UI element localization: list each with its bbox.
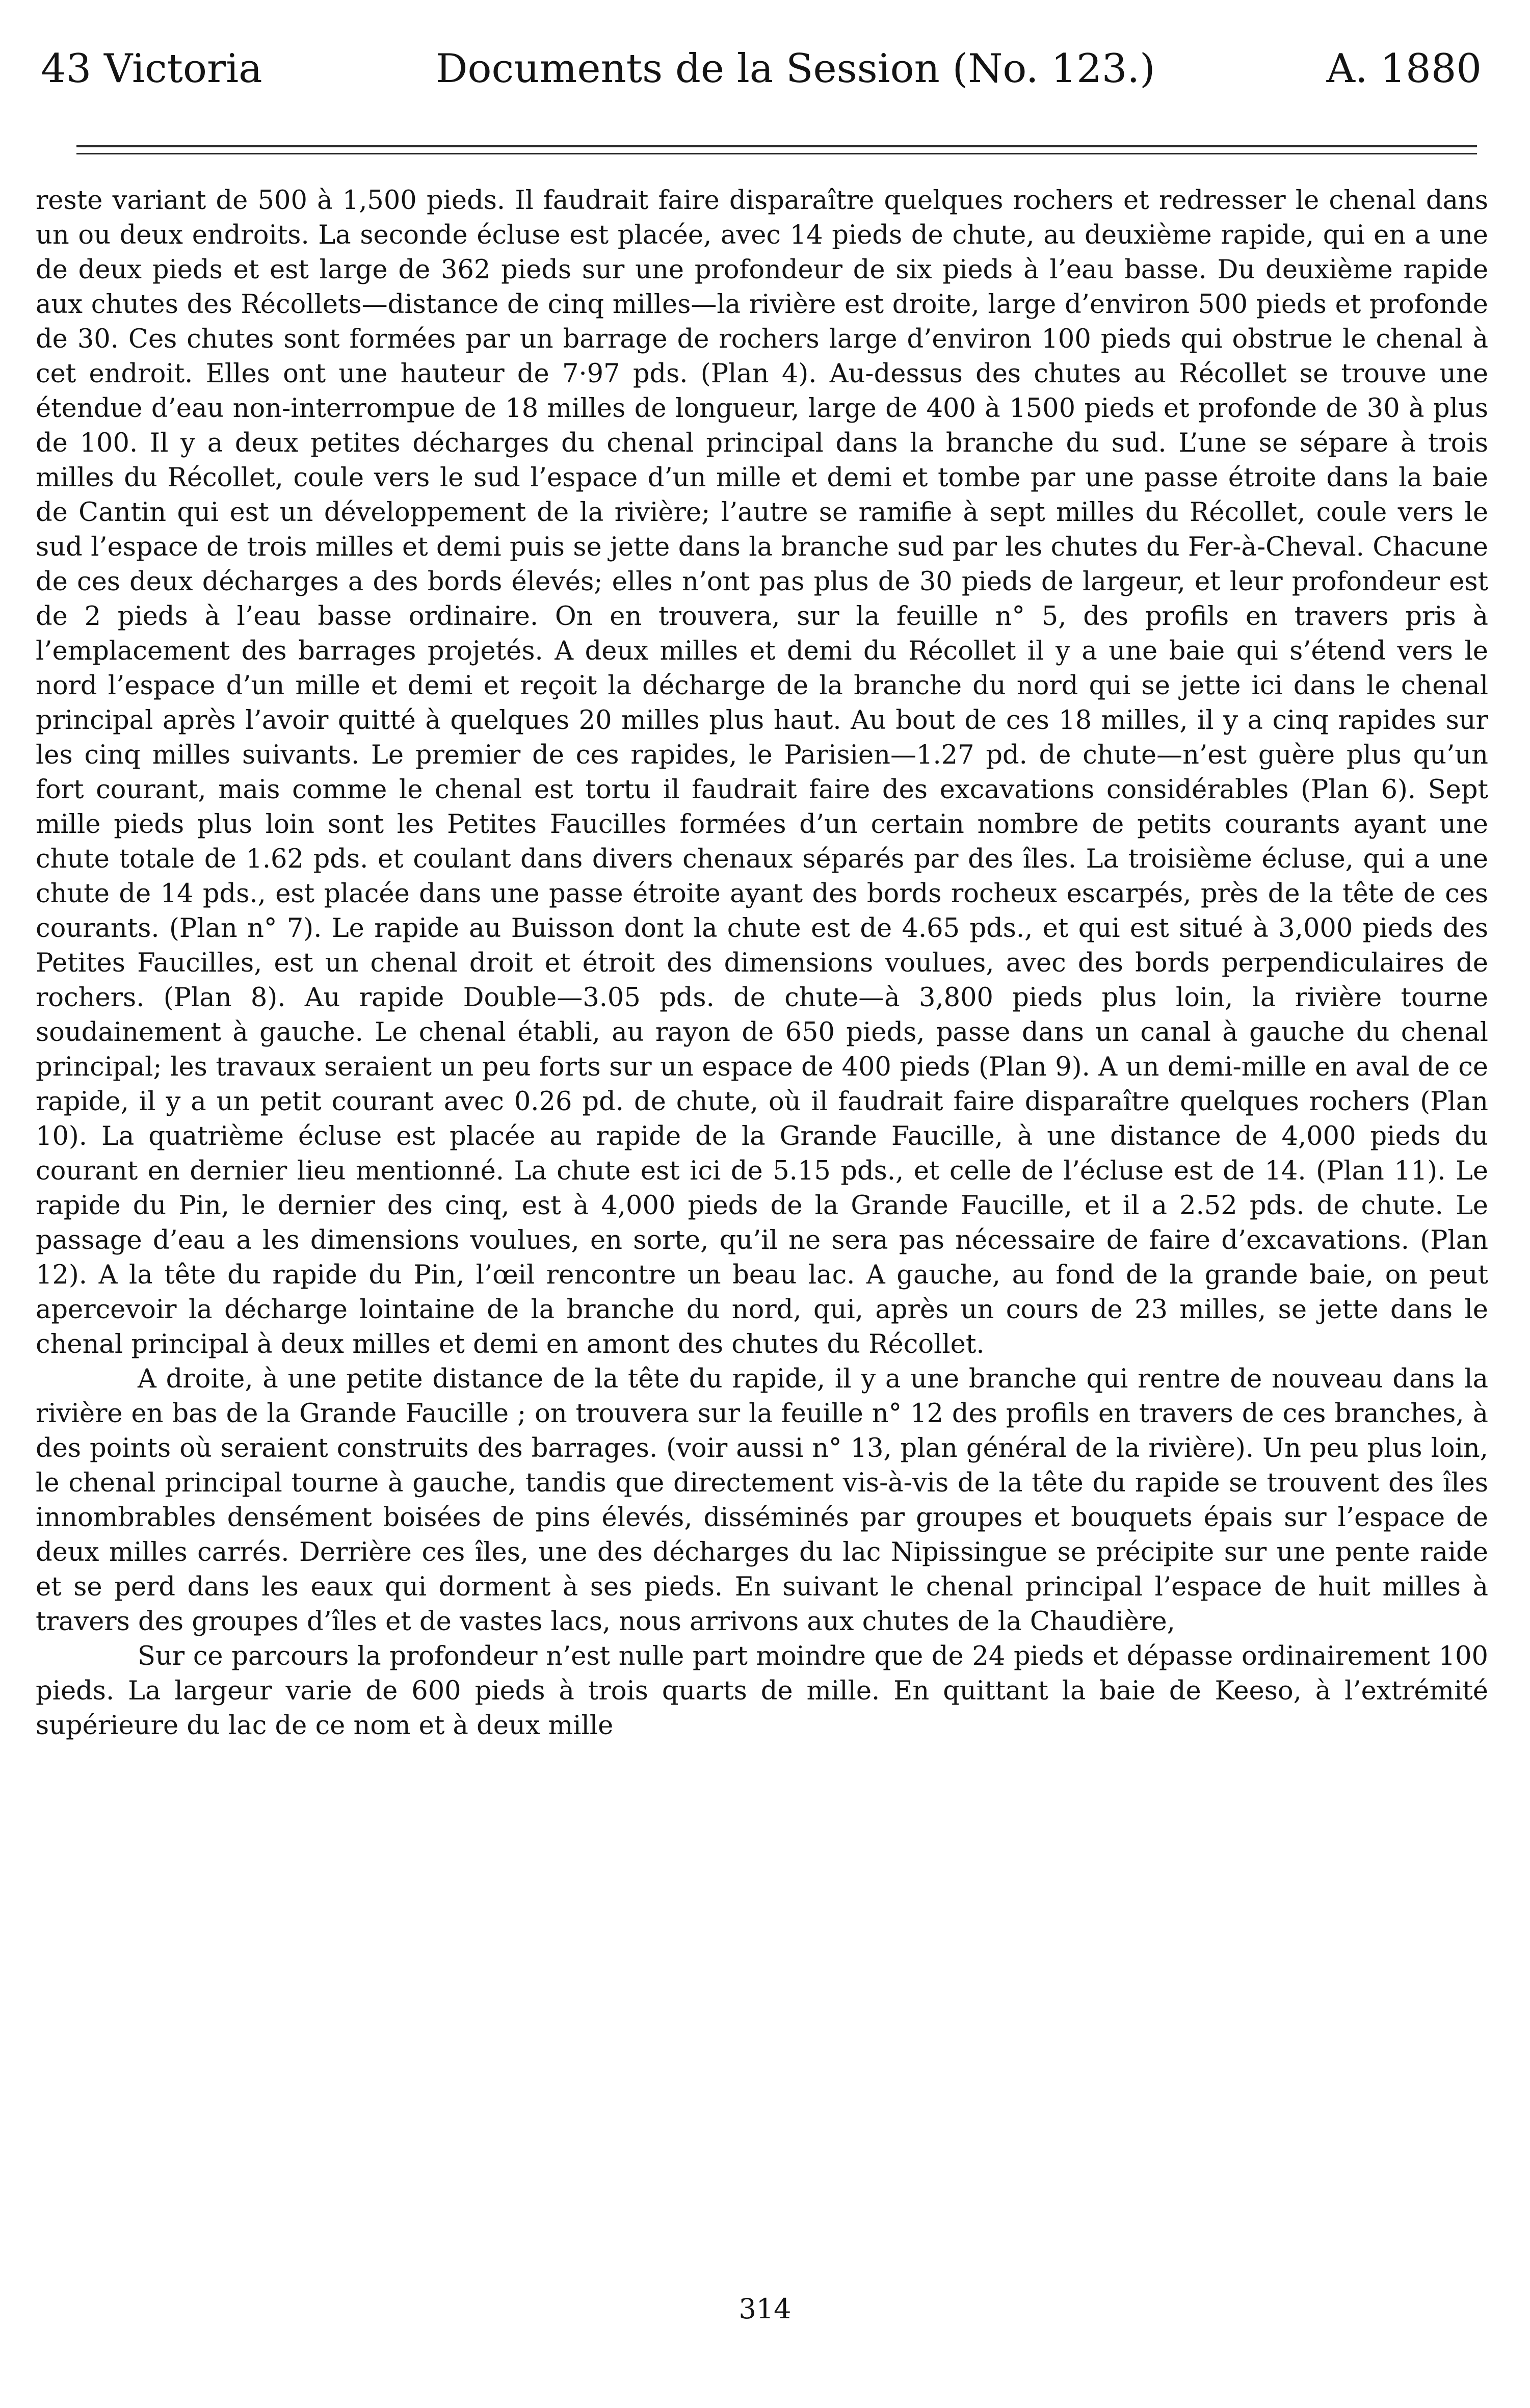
header-rule-thin	[76, 153, 1477, 154]
header-rule-thick	[76, 145, 1477, 147]
page-number: 314	[738, 2293, 792, 2325]
header-year: A. 1880	[1326, 46, 1482, 92]
paragraph-1: reste variant de 500 à 1,500 pieds. Il faudrait faire disparaître quelques rochers et redresser le chenal dans un ou deux endroits. La seconde écluse est placée, avec 14 pieds de chute, au deuxième rapide, qui en a une de deux pieds et est large de 362 pieds sur une profondeur de six pieds à l’eau basse. Du deuxième rapide aux chutes des Récollets—distance de cinq milles—la rivière est droite, large d’environ 500 pieds et profonde de 30. Ces chutes sont formées par un barrage de rochers large d’environ 100 pieds qui obstrue le chenal à cet endroit. Elles ont une hauteur de 7·97 pds. (Plan 4). Au-dessus des chutes au Récollet se trouve une étendue d’eau non-interrompue de 18 milles de longueur, large de 400 à 1500 pieds et profonde de 30 à plus de 100. Il y a deux petites décharges du chenal principal dans la branche du sud. L’une se sépare à trois milles du Récollet, coule vers le sud l’espace d’un mille et demi et tombe par une passe étroite dans la baie de Cantin qui est un développement de la rivière; l’autre se ramifie à sept milles du Récollet, coule vers le sud l’espace de trois milles et demi puis se jette dans la branche sud par les chutes du Fer-à-Cheval. Chacune de ces deux décharges a des bords élevés; elles n’ont pas plus de 30 pieds de largeur, et leur profondeur est de 2 pieds à l’eau basse ordinaire. On en trouvera, sur la feuille n° 5, des profils en travers pris à l’emplacement des barrages projetés. A deux milles et demi du Récollet il y a une baie qui s’étend vers le nord l’espace d’un mille et demi et reçoit la décharge de la branche du nord qui se jette ici dans le chenal principal après l’avoir quitté à quelques 20 milles plus haut. Au bout de ces 18 milles, il y a cinq rapides sur les cinq milles suivants. Le premier de ces rapides, le Parisien—1.27 pd. de chute—n’est guère plus qu’un fort courant, mais comme le chenal est tortu il faudrait faire des excavations considérables (Plan 6). Sept mille pieds plus loin sont les Petites Faucilles formées d’un certain nombre de petits courants ayant une chute totale de 1.62 pds. et coulant dans divers chenaux séparés par des îles. La troisième écluse, qui a une chute de 14 pds., est placée dans une passe étroite ayant des bords rocheux escarpés, près de la tête de ces courants. (Plan n° 7). Le rapide au Buisson dont la chute est de 4.65 pds., et qui est situé à 3,000 pieds des Petites Faucilles, est un chenal droit et étroit des dimensions voulues, avec des bords perpendiculaires de rochers. (Plan 8). Au rapide Double—3.05 pds. de chute—à 3,800 pieds plus loin, la rivière tourne soudainement à gauche. Le chenal établi, au rayon de 650 pieds, passe dans un canal à gauche du chenal principal; les travaux seraient un peu forts sur un espace de 400 pieds (Plan 9). A un demi-mille en aval de ce rapide, il y a un petit courant avec 0.26 pd. de chute, où il faudrait faire disparaître quelques rochers (Plan 10). La quatrième écluse est placée au rapide de la Grande Faucille, à une distance de 4,000 pieds du courant en dernier lieu mentionné. La chute est ici de 5.15 pds., et celle de l’écluse est de 14. (Plan 11). Le rapide du Pin, le dernier des cinq, est à 4,000 pieds de la Grande Faucille, et il a 2.52 pds. de chute. Le passage d’eau a les dimensions voulues, en sorte, qu’il ne sera pas nécessaire de faire d’excavations. (Plan 12). A la tête du rapide du Pin, l’œil rencontre un beau lac. A gauche, au fond de la grande baie, on peut apercevoir la décharge lointaine de la branche du nord, qui, après un cours de 23 milles, se jette dans le chenal principal à deux milles et demi en amont des chutes du Récollet.	[36, 186, 1488, 1359]
header-title: Documents de la Session (No. 123.)	[436, 46, 1155, 92]
paragraph-3: Sur ce parcours la profondeur n’est nulle part moindre que de 24 pieds et dépasse ordinairement 100 pieds. La largeur varie de 600 pieds à trois quarts de mille. En quittant la baie de Keeso, à l’extrémité supérieure du lac de ce nom et à deux mille	[36, 1641, 1488, 1741]
paragraph-2: A droite, à une petite distance de la tête du rapide, il y a une branche qui rentre de nouveau dans la rivière en bas de la Grande Faucille ; on trouvera sur la feuille n° 12 des profils en travers de ces branches, à des points où seraient construits des barrages. (voir aussi n° 13, plan général de la rivière). Un peu plus loin, le chenal principal tourne à gauche, tandis que directement vis-à-vis de la tête du rapide se trouvent des îles innombrables densément boisées de pins élevés, disséminés par groupes et bouquets épais sur l’espace de deux milles carrés. Derrière ces îles, une des décharges du lac Nipissingue se précipite sur une pente raide et se perd dans les eaux qui dorment à ses pieds. En suivant le chenal principal l’espace de huit milles à travers des groupes d’îles et de vastes lacs, nous arrivons aux chutes de la Chaudière,	[36, 1364, 1488, 1637]
header-volume: 43 Victoria	[41, 46, 262, 92]
running-header	[0, 38, 1530, 99]
body-text	[36, 184, 1488, 1743]
